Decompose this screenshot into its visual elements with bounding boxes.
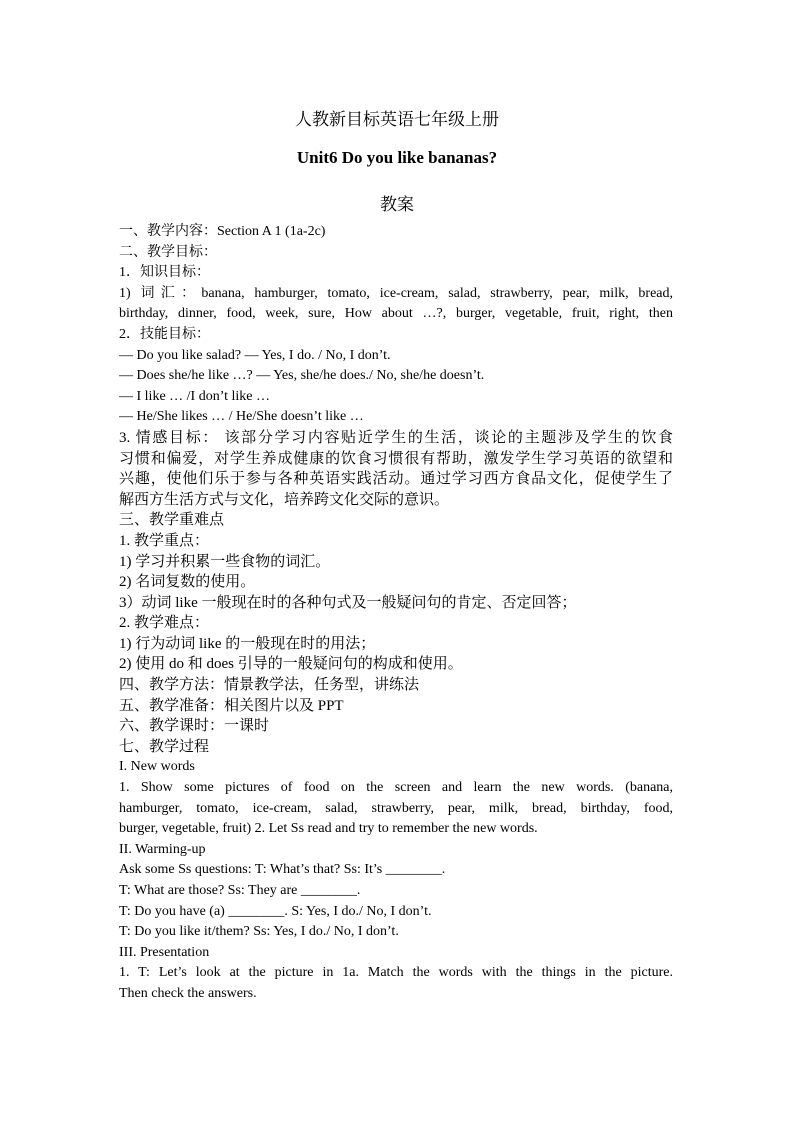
text-line: birthday, dinner, food, week, sure, How about …?, burger, vegetable, fruit, right, then bbox=[119, 306, 673, 322]
text-line: 七、教学过程 bbox=[119, 738, 210, 755]
text-line: 五、教学准备：相关图片以及 PPT bbox=[119, 697, 344, 714]
text-line: 2) 名词复数的使用。 bbox=[119, 574, 256, 591]
text-line: 1. 教学重点： bbox=[119, 532, 210, 549]
text-line: T: What are those? Ss: They are ________. bbox=[119, 883, 361, 898]
lesson-plan-body bbox=[119, 222, 673, 1005]
text-line: Then check the answers. bbox=[119, 985, 257, 1001]
text-line: 1. Show some pictures of food on the screen and learn the new words. (banana, bbox=[119, 780, 673, 796]
text-line: 1．知识目标： bbox=[119, 265, 210, 281]
text-line: 二、教学目标： bbox=[119, 244, 217, 260]
text-line: III. Presentation bbox=[119, 944, 210, 960]
text-line: 一、教学内容：Section A 1 (1a-2c) bbox=[119, 224, 326, 239]
text-line: 2) 使用 do 和 does 引导的一般疑问句的构成和使用。 bbox=[119, 656, 463, 673]
text-line: 1) 学习并积累一些食物的词汇。 bbox=[119, 553, 331, 570]
text-line: 六、教学课时：一课时 bbox=[119, 718, 270, 735]
text-line: 2. 教学难点： bbox=[119, 615, 210, 632]
text-line: 习惯和偏爱，对学生养成健康的饮食习惯很有帮助，激发学生学习英语的欲望和 bbox=[119, 450, 673, 467]
text-line: 三、教学重难点 bbox=[119, 512, 225, 529]
text-line: Ask some Ss questions: T: What’s that? Ss: It’s ________. bbox=[119, 862, 446, 878]
text-line: 1. T: Let’s look at the picture in 1a. Match the words with the things in the picture. bbox=[119, 965, 673, 981]
text-line: T: Do you have (a) ________. S: Yes, I do./ No, I don’t. bbox=[119, 903, 432, 919]
text-line: 1) 行为动词 like 的一般现在时的用法； bbox=[119, 635, 376, 652]
unit-title: Unit6 Do you like bananas? bbox=[296, 148, 498, 167]
text-line: II. Warming-up bbox=[119, 841, 206, 857]
text-line: — He/She likes … / He/She doesn’t like … bbox=[119, 409, 364, 425]
text-line: T: Do you like it/them? Ss: Yes, I do./ No, I don’t. bbox=[119, 924, 399, 940]
text-line: I. New words bbox=[119, 759, 195, 775]
text-line: hamburger, tomato, ice-cream, salad, strawberry, pear, milk, bread, birthday, food, bbox=[119, 800, 673, 816]
text-line: 四、教学方法：情景教学法，任务型，讲练法 bbox=[119, 677, 420, 694]
text-line: 3. 情感目标： 该部分学习内容贴近学生的生活，谈论的主题涉及学生的饮食 bbox=[119, 429, 673, 446]
text-line: — I like … /I don’t like … bbox=[119, 388, 270, 404]
text-line: 兴趣，使他们乐于参与各种英语实践活动。通过学习西方食品文化，促使学生了 bbox=[119, 471, 673, 488]
text-line: — Does she/he like …? — Yes, she/he does./ No, she/he doesn’t. bbox=[119, 368, 485, 384]
document-title: 人教新目标英语七年级上册 bbox=[295, 110, 499, 129]
document-subtitle: 教案 bbox=[380, 195, 414, 214]
text-line: 3）动词 like 一般现在时的各种句式及一般疑问句的肯定、否定回答； bbox=[119, 594, 577, 611]
text-line: burger, vegetable, fruit) 2. Let Ss read and try to remember the new words. bbox=[119, 821, 538, 837]
text-line: — Do you like salad? — Yes, I do. / No, I don’t. bbox=[119, 347, 391, 363]
text-line: 1) 词汇：banana, hamburger, tomato, ice-cream, salad, strawberry, pear, milk, bread, bbox=[119, 285, 673, 301]
text-line: 解西方生活方式与文化，培养跨文化交际的意识。 bbox=[119, 491, 450, 508]
text-line: 2．技能目标： bbox=[119, 326, 210, 342]
